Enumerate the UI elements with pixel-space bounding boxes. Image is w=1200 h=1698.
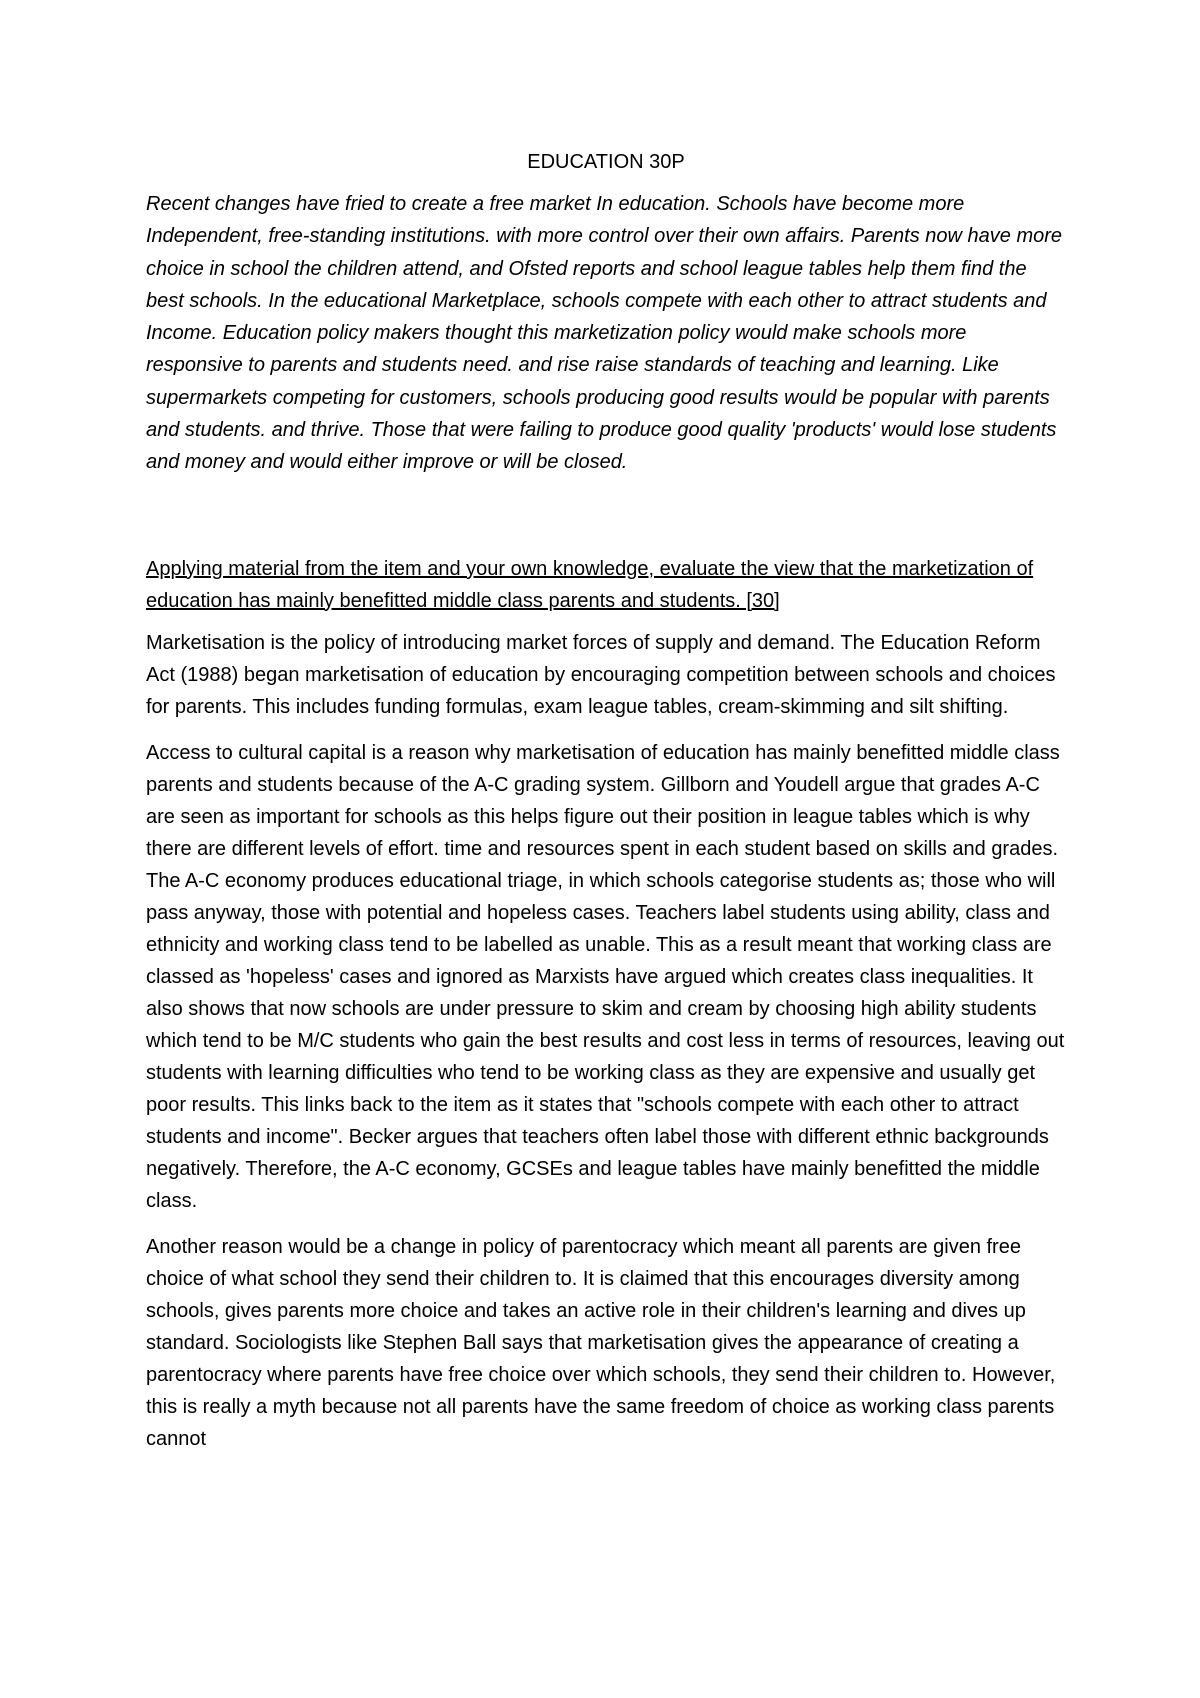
paragraph-cultural-capital: Access to cultural capital is a reason why marketisation of education has mainly benefitted middle class parents and students because of the A-C grading system. Gillborn and Youdell argue that grades A-C are seen as important for schools as this helps figure out their position in league tables which is why there are different levels of effort. time and resources spent in each student based on skills and grades. The A-C economy produces educational triage, in which schools categorise students as; those who will pass anyway, those with potential and hopeless cases. Teachers label students using ability, class and ethnicity and working class tend to be labelled as unable. This as a result meant that working class are classed as 'hopeless' cases and ignored as Marxists have argued which creates class inequalities. It also shows that now schools are under pressure to skim and cream by choosing high ability students which tend to be M/C students who gain the best results and cost less in terms of resources, leaving out students with learning difficulties who tend to be working class as they are expensive and usually get poor results. This links back to the item as it states that "schools compete with each other to attract students and income". Becker argues that teachers often label those with different ethnic backgrounds negatively. Therefore, the A-C economy, GCSEs and league tables have mainly benefitted the middle class. [146, 741, 1065, 1212]
document-body [146, 146, 1066, 1469]
document-title: EDUCATION 30P [527, 151, 685, 173]
paragraph-parentocracy: Another reason would be a change in policy of parentocracy which meant all parents are given free choice of what school they send their children to. It is claimed that this encourages diversity among schools, gives parents more choice and takes an active role in their children's learning and dives up standard. Sociologists like Stephen Ball says that marketisation gives the appearance of creating a parentocracy where parents have free choice over which schools, they send their children to. However, this is really a myth because not all parents have the same freedom of choice as working class parents cannot [146, 1235, 1056, 1450]
item-passage: Recent changes have fried to create a free market In education. Schools have become more Independent, free-standing institutions. with more control over their own affairs. Parents now have more choice in school the children attend, and Ofsted reports and school league tables help them find the best schools. In the educational Marketplace, schools compete with each other to attract students and Income. Education policy makers thought this marketization policy would make schools more responsive to parents and students need. and rise raise standards of teaching and learning. Like supermarkets competing for customers, schools producing good results would be popular with parents and students. and thrive. Those that were failing to produce good quality 'products' would lose students and money and would either improve or will be closed. [146, 193, 1063, 474]
essay-question: Applying material from the item and your own knowledge, evaluate the view that the marketization of education has mainly benefitted middle class parents and students. [30] [146, 557, 1034, 612]
paragraph-intro: Marketisation is the policy of introducing market forces of supply and demand. The Education Reform Act (1988) began marketisation of education by encouraging competition between schools and choices for parents. This includes funding formulas, exam league tables, cream-skimming and silt shifting. [146, 631, 1056, 718]
